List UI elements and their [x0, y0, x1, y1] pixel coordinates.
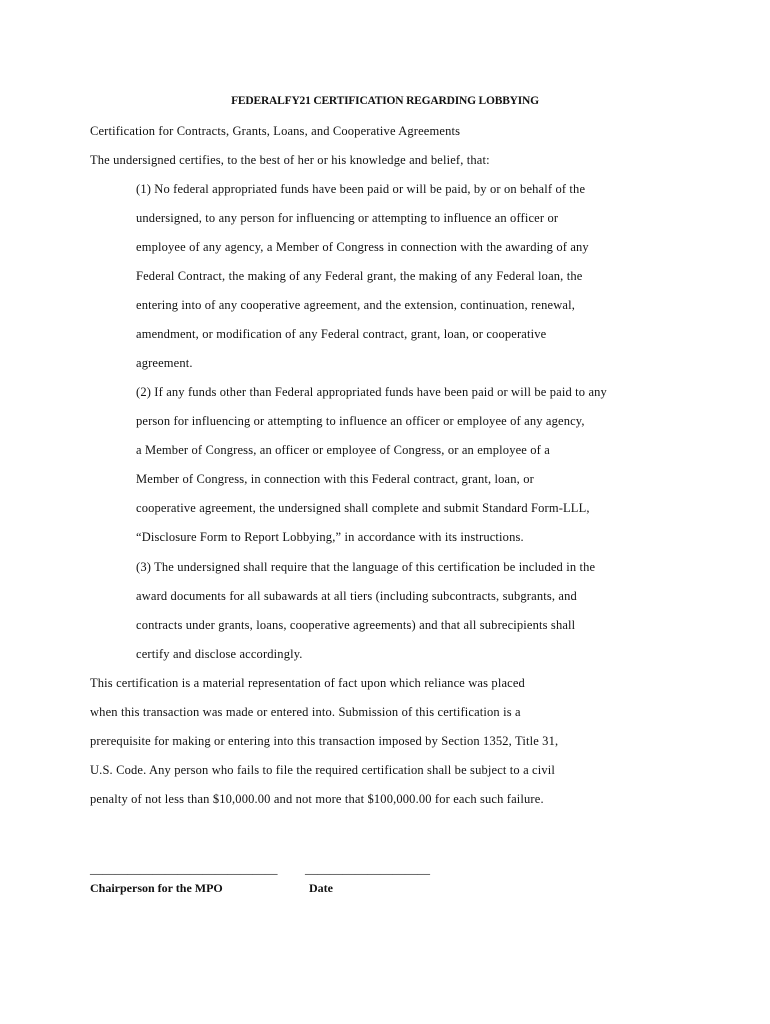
paragraph-1-line: (1) No federal appropriated funds have been paid or will be paid, by or on behalf of the	[136, 182, 586, 196]
chairperson-signature-line[interactable]: ______________________________	[90, 862, 278, 876]
closing-line: penalty of not less than $10,000.00 and not more that $100,000.00 for each such failure.	[90, 792, 544, 806]
paragraph-1-line: amendment, or modification of any Federal contract, grant, loan, or cooperative	[136, 327, 547, 341]
paragraph-3-line: certify and disclose accordingly.	[136, 647, 303, 661]
paragraph-3-line: (3) The undersigned shall require that the language of this certification be included in the	[136, 560, 596, 574]
closing-line: U.S. Code. Any person who fails to file the required certification shall be subject to a civil	[90, 763, 556, 777]
document-subtitle: Certification for Contracts, Grants, Loans, and Cooperative Agreements	[90, 124, 461, 138]
chairperson-label: Chairperson for the MPO	[90, 881, 223, 895]
paragraph-2-line: cooperative agreement, the undersigned shall complete and submit Standard Form-LLL,	[136, 501, 590, 515]
paragraph-1-line: undersigned, to any person for influencing or attempting to influence an officer or	[136, 211, 559, 225]
paragraph-1-line: agreement.	[136, 356, 193, 370]
closing-line: prerequisite for making or entering into this transaction imposed by Section 1352, Title 31,	[90, 734, 559, 748]
paragraph-2-line: “Disclosure Form to Report Lobbying,” in accordance with its instructions.	[136, 530, 524, 544]
document-title: FEDERALFY21 CERTIFICATION REGARDING LOBBYING	[231, 95, 539, 107]
paragraph-2-line: person for influencing or attempting to influence an officer or employee of any agency,	[136, 414, 585, 428]
paragraph-3-line: contracts under grants, loans, cooperative agreements) and that all subrecipients shall	[136, 618, 576, 632]
closing-line: This certification is a material representation of fact upon which reliance was placed	[90, 676, 525, 690]
paragraph-2-line: (2) If any funds other than Federal appropriated funds have been paid or will be paid to any	[136, 385, 607, 399]
date-signature-line[interactable]: ____________________	[305, 862, 430, 876]
intro-text: The undersigned certifies, to the best of her or his knowledge and belief, that:	[90, 153, 490, 167]
paragraph-1-line: Federal Contract, the making of any Federal grant, the making of any Federal loan, the	[136, 269, 583, 283]
paragraph-3-line: award documents for all subawards at all tiers (including subcontracts, subgrants, and	[136, 589, 577, 603]
date-label: Date	[309, 881, 333, 895]
paragraph-2-line: Member of Congress, in connection with this Federal contract, grant, loan, or	[136, 472, 534, 486]
paragraph-2-line: a Member of Congress, an officer or employee of Congress, or an employee of a	[136, 443, 550, 457]
paragraph-1-line: entering into of any cooperative agreement, and the extension, continuation, renewal,	[136, 298, 575, 312]
closing-line: when this transaction was made or entered into. Submission of this certification is a	[90, 705, 521, 719]
paragraph-1-line: employee of any agency, a Member of Congress in connection with the awarding of any	[136, 240, 589, 254]
